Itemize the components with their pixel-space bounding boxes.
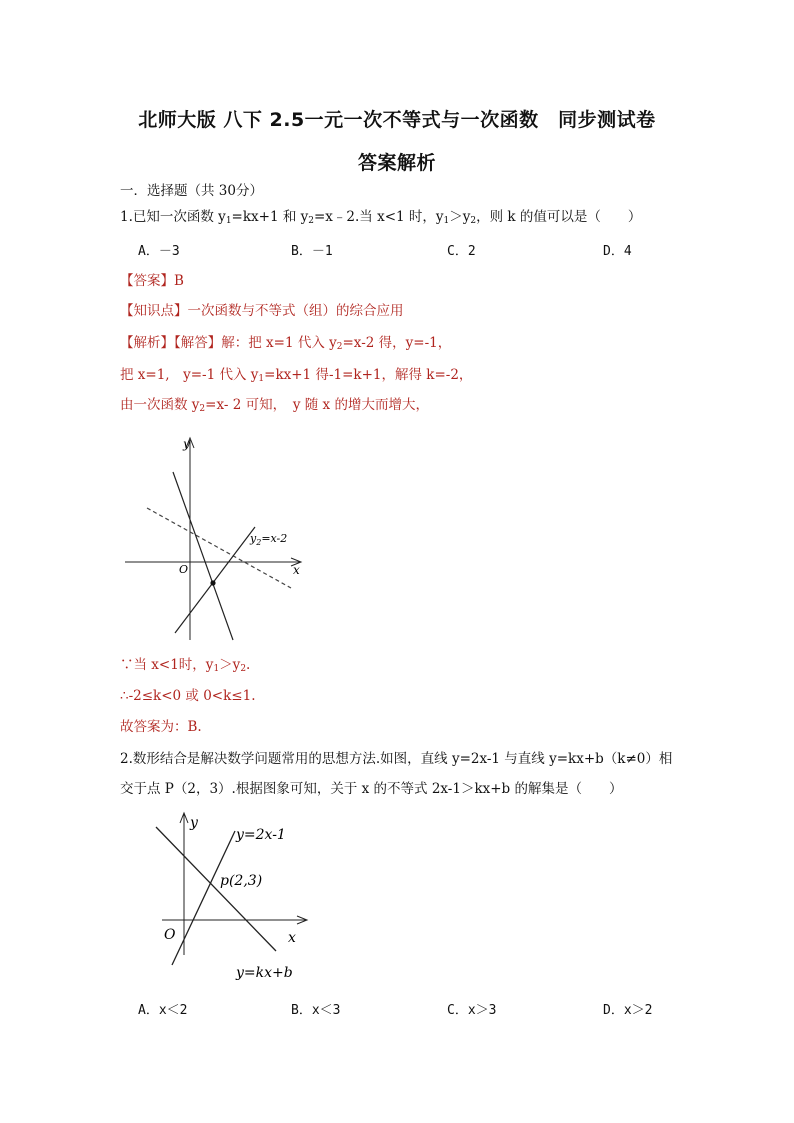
q1-knowledge: 【知识点】一次函数与不等式（组）的综合应用 bbox=[120, 303, 404, 319]
q1-analysis-line2: 把 x=1, y=-1 代入 $y_1=kx+1$ 得-1=k+1，解得 k=-2， bbox=[120, 367, 473, 384]
q2-graph bbox=[150, 805, 320, 985]
q1-y-label: y bbox=[183, 437, 190, 451]
q2-origin-label: O bbox=[164, 927, 176, 943]
q2-line1-label: y=2x-1 bbox=[236, 827, 286, 843]
q1-conclusion: 故答案为：B. bbox=[120, 719, 202, 735]
q1-stem: 1.已知一次函数 $y_1=kx+1$ 和 $y_2=x﹣2$.当 x<1 时，$y_1>y_2$，则 k 的值可以是（ ） bbox=[120, 209, 642, 226]
q2-stem-line2: 交于点 P（2，3）.根据图象可知，关于 x 的不等式 2x-1＞kx+b 的解集是（ ） bbox=[120, 781, 623, 797]
q1-line-y2 bbox=[175, 527, 255, 633]
q1-analysis-line1: 【解析】【解答】解：把 x=1 代入 $y_2=x-2$ 得，y=-1， bbox=[120, 335, 452, 352]
q1-origin-label: O bbox=[179, 563, 189, 576]
q1-answer: 【答案】B bbox=[120, 273, 184, 289]
q1-option-a: A．－3 bbox=[138, 244, 180, 259]
q1-option-c: C．2 bbox=[447, 244, 476, 259]
q2-line2-label: y=kx+b bbox=[236, 965, 293, 981]
q1-because: ∵当 x<1时，$y_1>y_2$. bbox=[120, 657, 251, 674]
q2-option-b: B．x＜3 bbox=[291, 1003, 341, 1018]
q2-stem-line1: 2.数形结合是解决数学问题常用的思想方法.如图，直线 y=2x-1 与直线 y=kx+b（k≠0）相 bbox=[120, 751, 673, 767]
q2-y-label: y bbox=[190, 815, 198, 831]
q2-x-label: x bbox=[288, 930, 296, 946]
q2-option-a: A．x＜2 bbox=[138, 1003, 188, 1018]
page-title: 北师大版 八下 2.5一元一次不等式与一次函数 同步测试卷 bbox=[138, 109, 656, 131]
q1-option-b: B．－1 bbox=[291, 244, 333, 259]
q1-analysis-line3: 由一次函数 $y_2=x-$ 2 可知， y 随 x 的增大而增大， bbox=[120, 397, 429, 414]
q1-therefore: ∴-2≤k<0 或 0<k≤1. bbox=[120, 688, 256, 704]
q2-option-d: D．x＞2 bbox=[603, 1003, 653, 1018]
q1-graph bbox=[115, 430, 315, 645]
q1-option-d: D．4 bbox=[603, 244, 632, 259]
q1-intersection-point bbox=[210, 580, 215, 585]
section-heading: 一．选择题（共 30分） bbox=[120, 183, 263, 199]
q2-option-c: C．x＞3 bbox=[447, 1003, 497, 1018]
q1-line-k-negative bbox=[173, 472, 233, 640]
q1-dashed-line bbox=[147, 508, 291, 588]
q2-point-label: p(2,3) bbox=[220, 873, 263, 889]
q1-line-label: $y_2=x-2$ bbox=[250, 532, 288, 547]
page-subtitle: 答案解析 bbox=[357, 152, 436, 174]
q1-x-label: x bbox=[293, 563, 300, 577]
